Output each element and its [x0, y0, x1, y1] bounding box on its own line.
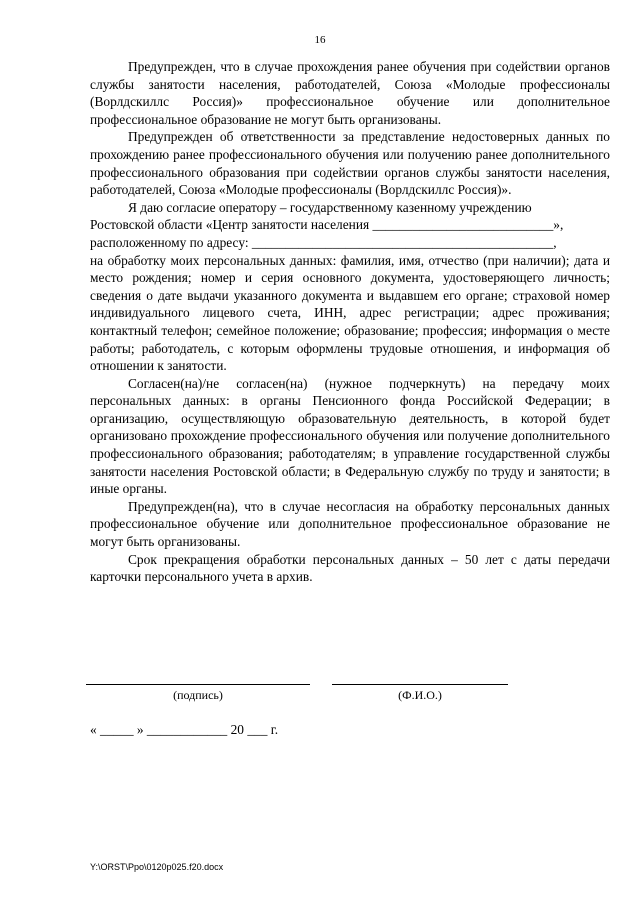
paragraph-responsibility: Предупрежден об ответственности за представление недостоверных данных по прохождению ранее профессионального обучения или получению ранее дополнительного профессионального образования при содействии органов службы занятости населения, работодателей, Союза «Молодые профессионалы (Ворлдскиллс Россия)». [90, 129, 610, 198]
full-name-line [332, 684, 508, 685]
paragraph-consent-line3: расположенному по адресу: _____________________________________________, [90, 234, 557, 250]
paragraph-warning-disagreement: Предупрежден(на), что в случае несогласия на обработку персональных данных профессиональное обучение или дополнительное профессиональное образование не могут быть организованы. [90, 498, 610, 550]
document-body [90, 58, 610, 586]
footer-file-path: Y:\ORST\Ppo\0120p025.f20.docx [90, 862, 224, 872]
paragraph-consent-line2: Ростовской области «Центр занятости населения ___________________________», [90, 217, 564, 233]
full-name-caption: (Ф.И.О.) [398, 688, 442, 702]
signature-caption: (подпись) [173, 688, 223, 702]
paragraph-retention-period: Срок прекращения обработки персональных данных – 50 лет с даты передачи карточки персонального учета в архив. [90, 551, 610, 585]
signature-line [86, 684, 310, 685]
paragraph-transfer-consent: Согласен(на)/не согласен(на) (нужное подчеркнуть) на передачу моих персональных данных: в органы Пенсионного фонда Российской Федерации; в организацию, осуществляющую образовательную деятельность, в которой будет организовано прохождение профессионального обучения или получение дополнительного профессионального образования; работодателям; в управление государственной службы занятости населения Ростовской области; в Федеральную службу по труду и занятости; в иные органы. [90, 375, 610, 497]
page-number: 16 [314, 34, 326, 46]
paragraph-warning-prior-training: Предупрежден, что в случае прохождения ранее обучения при содействии органов службы занятости населения, работодателей, Союза «Молодые профессионалы (Ворлдскиллс Россия)» профессиональное обучение или дополнительное профессиональное образование не могут быть организованы. [90, 59, 610, 127]
paragraph-consent-data-list: на обработку моих персональных данных: фамилия, имя, отчество (при наличии); дата и место рождения; номер и серия основного документа, удостоверяющего личность; сведения о дате выдачи указанного документа и выдавшем его органе; страховой номер индивидуального лицевого счета, ИНН, адрес регистрации; адрес проживания; контактный телефон; семейное положение; образование; профессия; информация о месте работы; работодатель, с которым оформлены трудовые отношения, и информация об отношении к занятости. [90, 252, 610, 374]
date-field: « _____ » ____________ 20 ___ г. [90, 722, 279, 737]
paragraph-consent-line1: Я даю согласие оператору – государственному казенному учреждению [128, 199, 532, 215]
